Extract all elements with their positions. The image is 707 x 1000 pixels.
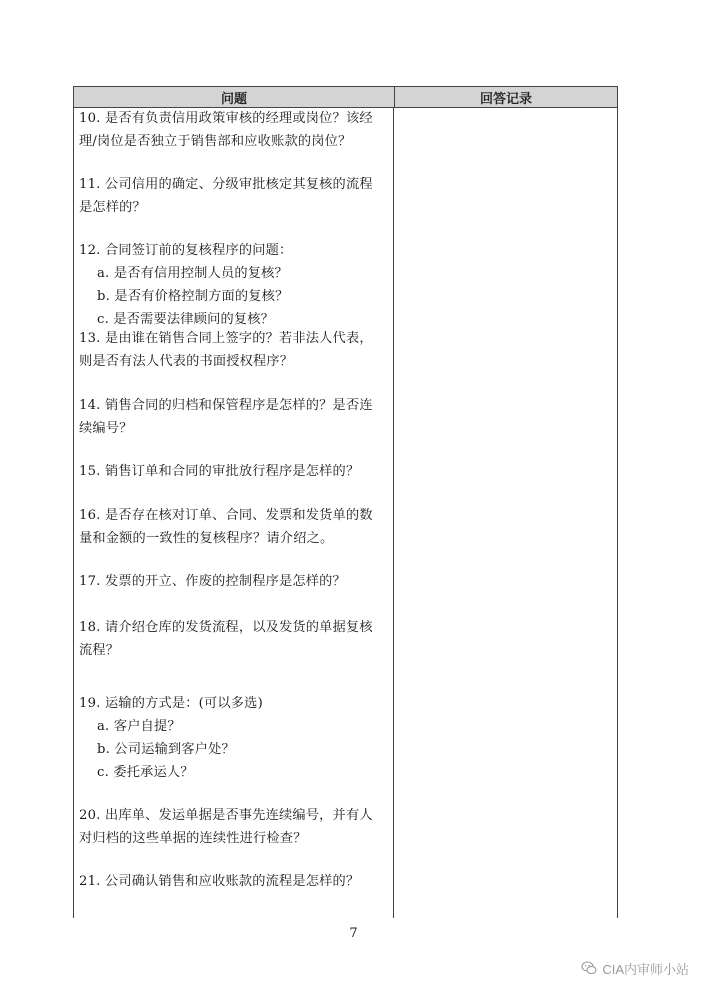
- question-table: [73, 86, 618, 918]
- question-subitem: c. 是否需要法律顾问的复核？: [97, 312, 275, 327]
- question-text-line: 21. 公司确认销售和应收账款的流程是怎样的？: [79, 874, 360, 889]
- question-text-line: 理/岗位是否独立于销售部和应收账款的岗位？: [79, 134, 352, 149]
- question-text-line: 18. 请介绍仓库的发货流程，以及发货的单据复核: [79, 620, 373, 635]
- question-subitem: b. 是否有价格控制方面的复核？: [97, 289, 289, 304]
- table-border-left: [73, 108, 74, 918]
- header-answer: 回答记录: [479, 91, 532, 107]
- question-text-line: 15. 销售订单和合同的审批放行程序是怎样的？: [79, 464, 360, 479]
- question-text-line: 续编号？: [79, 421, 133, 436]
- table-divider: [393, 108, 394, 918]
- question-subitem: b. 公司运输到客户处？: [97, 742, 235, 757]
- question-text-line: 19. 运输的方式是：(可以多选): [79, 696, 263, 711]
- question-text-line: 是怎样的？: [79, 200, 146, 215]
- question-text-line: 10. 是否有负责信用政策审核的经理或岗位？该经: [79, 111, 373, 126]
- question-text-line: 17. 发票的开立、作废的控制程序是怎样的？: [79, 574, 346, 589]
- question-text-line: 则是否有法人代表的书面授权程序？: [79, 354, 294, 369]
- table-header: [73, 86, 618, 108]
- question-text-line: 12. 合同签订前的复核程序的问题：: [79, 243, 293, 258]
- question-subitem: c. 委托承运人？: [97, 765, 194, 780]
- question-text-line: 对归档的这些单据的连续性进行检查？: [79, 831, 307, 846]
- header-question: 问题: [74, 87, 395, 107]
- question-text-line: 16. 是否存在核对订单、合同、发票和发货单的数: [79, 508, 373, 523]
- question-subitem: a. 是否有信用控制人员的复核？: [97, 266, 288, 281]
- table-border-right: [617, 108, 618, 918]
- question-text-line: 20. 出库单、发运单据是否事先连续编号，并有人: [79, 808, 373, 823]
- page-number: 7: [349, 926, 358, 941]
- watermark-text: CIA内审师小站: [602, 961, 689, 977]
- wechat-icon: [581, 960, 597, 976]
- question-text-line: 11. 公司信用的确定、分级审批核定其复核的流程: [79, 177, 373, 192]
- watermark: [581, 958, 689, 978]
- question-text-line: 量和金额的一致性的复核程序？请介绍之。: [79, 531, 334, 546]
- question-text-line: 14. 销售合同的归档和保管程序是怎样的？是否连: [79, 398, 373, 413]
- question-text-line: 13. 是由谁在销售合同上签字的？若非法人代表，: [79, 331, 373, 346]
- question-text-line: 流程？: [79, 643, 120, 658]
- question-subitem: a. 客户自提？: [97, 719, 181, 734]
